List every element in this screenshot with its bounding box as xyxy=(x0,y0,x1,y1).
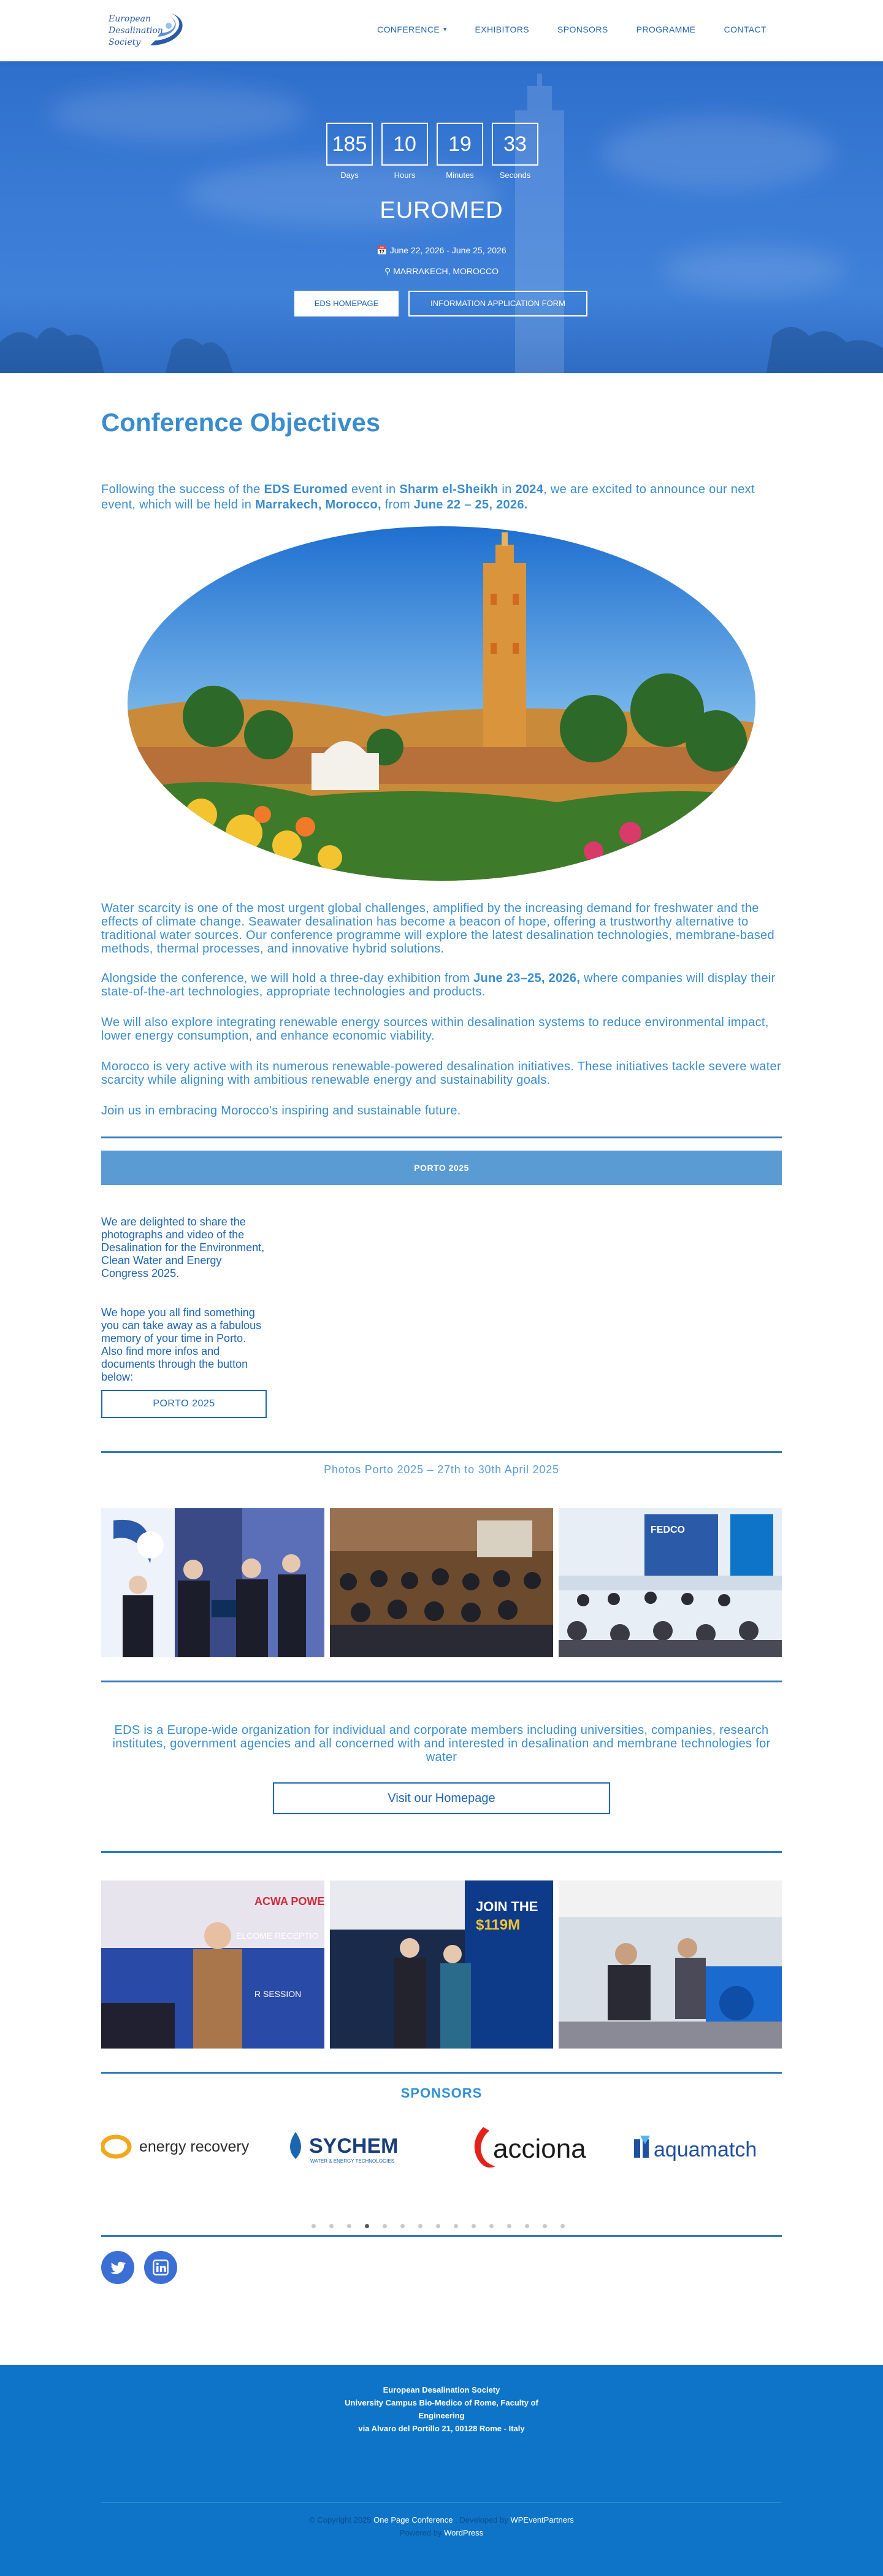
eds-logo[interactable] xyxy=(101,9,193,53)
nav-sponsors-label: SPONSORS xyxy=(557,25,608,34)
objectives-paragraph-5: Join us in embracing Morocco's inspiring and sustainable future. xyxy=(101,1104,461,1117)
intro-text: event in xyxy=(348,483,400,496)
calendar-icon: 📅 xyxy=(377,245,388,255)
theme-link[interactable]: One Page Conference xyxy=(373,2515,453,2524)
hero-banner xyxy=(0,61,883,373)
section-divider xyxy=(101,1137,782,1138)
slider-dot[interactable] xyxy=(454,2224,458,2228)
photo-award-ceremony xyxy=(101,1508,324,1657)
welcome-reception-text: ELCOME RECEPTIO xyxy=(236,1931,319,1941)
footer-address xyxy=(0,2383,883,2435)
event-location xyxy=(0,266,883,277)
sychem-subtext: WATER & ENERGY TECHNOLOGIES xyxy=(310,2158,395,2164)
nav-exhibitors[interactable] xyxy=(475,25,530,34)
prize-amount-text: $119M xyxy=(476,1917,521,1933)
slider-dot[interactable] xyxy=(525,2224,529,2228)
porto-text-1: We are delighted to share the photographs and video of the Desalination for the Environment, Clean Water and Energy Congress 2025. xyxy=(101,1216,265,1279)
sponsor-aquamatch-logo[interactable] xyxy=(632,2120,782,2175)
section-divider xyxy=(101,2235,782,2237)
sponsors-heading: SPONSORS xyxy=(400,2085,483,2101)
photo-welcome-speech[interactable] xyxy=(101,1880,324,2049)
site-footer xyxy=(0,2365,883,2576)
sychem-text: SYCHEM xyxy=(309,2134,399,2158)
footer-org-name: European Desalination Society xyxy=(383,2385,500,2394)
countdown-timer xyxy=(326,123,538,180)
section-divider xyxy=(101,1851,782,1853)
hero-buttons xyxy=(294,291,587,316)
footer-address-line-1: University Campus Bio-Medico of Rome, Faculty of xyxy=(345,2398,538,2407)
acwa-power-text: ACWA POWE xyxy=(254,1895,324,1907)
energy-recovery-logo xyxy=(101,2120,254,2175)
footer-address-line-2: Engineering xyxy=(418,2411,465,2420)
twitter-button[interactable] xyxy=(101,2251,134,2284)
event-title: EUROMED xyxy=(380,197,503,223)
slider-dot[interactable] xyxy=(489,2224,494,2228)
information-form-button[interactable]: INFORMATION APPLICATION FORM xyxy=(408,291,587,316)
countdown-days-value: 185 xyxy=(326,123,373,166)
nav-programme-label: PROGRAMME xyxy=(636,25,696,34)
nav-programme[interactable] xyxy=(636,25,696,34)
objectives-paragraph-1: Water scarcity is one of the most urgent global challenges, amplified by the increasing demand for freshwater and the effects of climate change. Seawater desalination has become a beacon of hope, offering a trustworthy alternative to traditional water sources. Our conference programme will explore the latest desalination technologies, membrane-based methods, thermal processes, and innovative hybrid solutions. xyxy=(101,902,774,956)
objectives-paragraph-2 xyxy=(101,972,782,999)
photo-conference-audience xyxy=(330,1508,553,1657)
slider-dot[interactable] xyxy=(312,2224,316,2228)
footer-copyright xyxy=(0,2513,883,2539)
hero-cloud xyxy=(601,117,834,190)
countdown-seconds-value: 33 xyxy=(492,123,538,166)
sponsor-energy-recovery-logo[interactable] xyxy=(101,2120,254,2175)
photo-exhibition xyxy=(559,1880,782,2049)
countdown-hours xyxy=(381,123,428,180)
p2-bold: June 23–25, 2026, xyxy=(473,972,581,985)
section-divider xyxy=(101,1451,782,1453)
visit-homepage-button[interactable]: Visit our Homepage xyxy=(273,1782,610,1814)
sponsor-sychem-logo[interactable] xyxy=(282,2120,423,2175)
countdown-minutes-value: 19 xyxy=(437,123,483,166)
twitter-icon xyxy=(109,2259,126,2276)
porto-photo-award[interactable] xyxy=(101,1508,324,1657)
section-divider xyxy=(101,1681,782,1682)
slider-dot[interactable] xyxy=(560,2224,565,2228)
session-text: R SESSION xyxy=(254,1989,302,1999)
footer-separator xyxy=(101,2502,782,2503)
event-dates-text: June 22, 2026 - June 25, 2026 xyxy=(389,245,506,255)
p2-text: where companies will display their state-of-the-art technologies, appropriate technologies and products. xyxy=(101,972,776,999)
powered-by-text: Powered by xyxy=(399,2528,445,2537)
slider-dot[interactable] xyxy=(436,2224,440,2228)
copyright-text: © Copyright 2025 xyxy=(309,2515,374,2524)
event-dates xyxy=(0,245,883,256)
porto-photo-panel[interactable] xyxy=(559,1508,782,1657)
nav-contact[interactable] xyxy=(724,25,766,34)
wordpress-link[interactable]: WordPress xyxy=(444,2528,484,2537)
countdown-hours-label: Hours xyxy=(394,171,416,180)
slider-dot[interactable] xyxy=(472,2224,476,2228)
linkedin-button[interactable] xyxy=(144,2251,177,2284)
slider-dot[interactable] xyxy=(400,2224,405,2228)
logo-wave-icon xyxy=(144,9,193,52)
intro-text: from xyxy=(381,498,414,512)
slider-dot[interactable] xyxy=(347,2224,351,2228)
slider-dot-active[interactable] xyxy=(365,2224,369,2228)
logo-line-1: European xyxy=(109,14,151,24)
intro-bold: Marrakech, Morocco, xyxy=(255,498,381,512)
aquamatch-logo xyxy=(632,2120,782,2175)
sponsor-acciona-logo[interactable] xyxy=(466,2120,601,2175)
slider-dot[interactable] xyxy=(329,2224,334,2228)
sychem-logo xyxy=(282,2120,423,2175)
sponsor-slider-dots xyxy=(312,2224,565,2228)
photos-porto-title: Photos Porto 2025 – 27th to 30th April 2025 xyxy=(324,1463,559,1476)
nav-exhibitors-label: EXHIBITORS xyxy=(475,25,530,34)
nav-sponsors[interactable] xyxy=(557,25,608,34)
slider-dot[interactable] xyxy=(383,2224,387,2228)
acciona-text: acciona xyxy=(493,2134,586,2164)
porto-text-2: We hope you all find something you can take away as a fabulous memory of your time in Porto. Also find more infos and documents through the button below: xyxy=(101,1306,262,1383)
objectives-paragraph-4: Morocco is very active with its numerous renewable-powered desalination initiatives. These initiatives tackle severe water scarcity while aligning with ambitious renewable energy and sustainability goals. xyxy=(101,1060,781,1087)
intro-text: , we are excited to announce our next event, which will be held in xyxy=(101,483,755,512)
intro-bold: June 22 – 25, 2026. xyxy=(413,498,528,512)
intro-paragraph xyxy=(101,482,782,513)
eds-description: EDS is a Europe-wide organization for individual and corporate members including universities, companies, research institutes, government agencies and all concerned with and interested in desalination and membrane technologies for water xyxy=(112,1723,771,1764)
section-divider xyxy=(101,2072,782,2074)
countdown-seconds xyxy=(492,123,538,180)
intro-text: in xyxy=(498,483,516,496)
intro-bold: 2024 xyxy=(515,483,544,496)
intro-bold: EDS Euromed xyxy=(264,483,348,496)
porto-2025-button[interactable]: PORTO 2025 xyxy=(101,1390,267,1418)
slider-dot[interactable] xyxy=(507,2224,511,2228)
countdown-hours-value: 10 xyxy=(381,123,428,166)
photo-award-handshake xyxy=(330,1880,553,2049)
photo-welcome-reception xyxy=(101,1880,324,2049)
conference-objectives-heading: Conference Objectives xyxy=(101,408,381,437)
objectives-paragraph-3: We will also explore integrating renewable energy sources within desalination systems to reduce environmental impact, lower energy consumption, and enhance economic viability. xyxy=(101,1016,769,1043)
event-location-text: MARRAKECH, MOROCCO xyxy=(393,266,499,276)
slider-dot[interactable] xyxy=(418,2224,422,2228)
slider-dot[interactable] xyxy=(543,2224,547,2228)
marrakech-oval-image xyxy=(128,526,755,881)
energy-recovery-text: energy recovery xyxy=(139,2138,250,2155)
intro-bold: Sharm el-Sheikh xyxy=(399,483,499,496)
p2-text: Alongside the conference, we will hold a three-day exhibition from xyxy=(101,972,474,985)
logo-line-3: Society xyxy=(109,37,141,47)
site-header xyxy=(0,0,883,61)
developed-by-text: . Developed by xyxy=(453,2515,511,2524)
countdown-minutes xyxy=(437,123,483,180)
linkedin-icon xyxy=(152,2259,169,2276)
developer-link[interactable]: WPEventPartners xyxy=(510,2515,574,2524)
countdown-minutes-label: Minutes xyxy=(446,171,474,180)
countdown-seconds-label: Seconds xyxy=(499,171,531,180)
logo-line-2: Desalination xyxy=(109,26,163,36)
nav-contact-label: CONTACT xyxy=(724,25,766,34)
countdown-days xyxy=(326,123,373,180)
photo-handshake[interactable] xyxy=(330,1880,553,2049)
map-pin-icon: ⚲ xyxy=(384,266,391,276)
footer-address-line-3: via Alvaro del Portillo 21, 00128 Rome - Italy xyxy=(358,2424,525,2433)
intro-text: Following the success of the xyxy=(101,483,264,496)
join-text: JOIN THE xyxy=(476,1899,538,1914)
photo-exhibition-booth[interactable] xyxy=(559,1880,782,2049)
porto-photo-audience[interactable] xyxy=(330,1508,553,1657)
countdown-days-label: Days xyxy=(340,171,359,180)
chevron-down-icon: ▾ xyxy=(443,26,447,33)
acciona-logo xyxy=(466,2120,601,2175)
eds-homepage-button[interactable]: EDS HOMEPAGE xyxy=(294,291,399,316)
marrakech-photo xyxy=(128,526,755,881)
aquamatch-text: aquamatch xyxy=(654,2138,757,2161)
nav-conference[interactable] xyxy=(377,25,446,34)
fedco-sign-text: FEDCO xyxy=(651,1525,685,1535)
main-nav xyxy=(377,25,766,34)
photo-panel-session xyxy=(559,1508,782,1657)
hero-cloud xyxy=(49,86,307,141)
porto-2025-tab[interactable]: PORTO 2025 xyxy=(101,1151,782,1185)
nav-conference-label: CONFERENCE xyxy=(377,25,440,34)
